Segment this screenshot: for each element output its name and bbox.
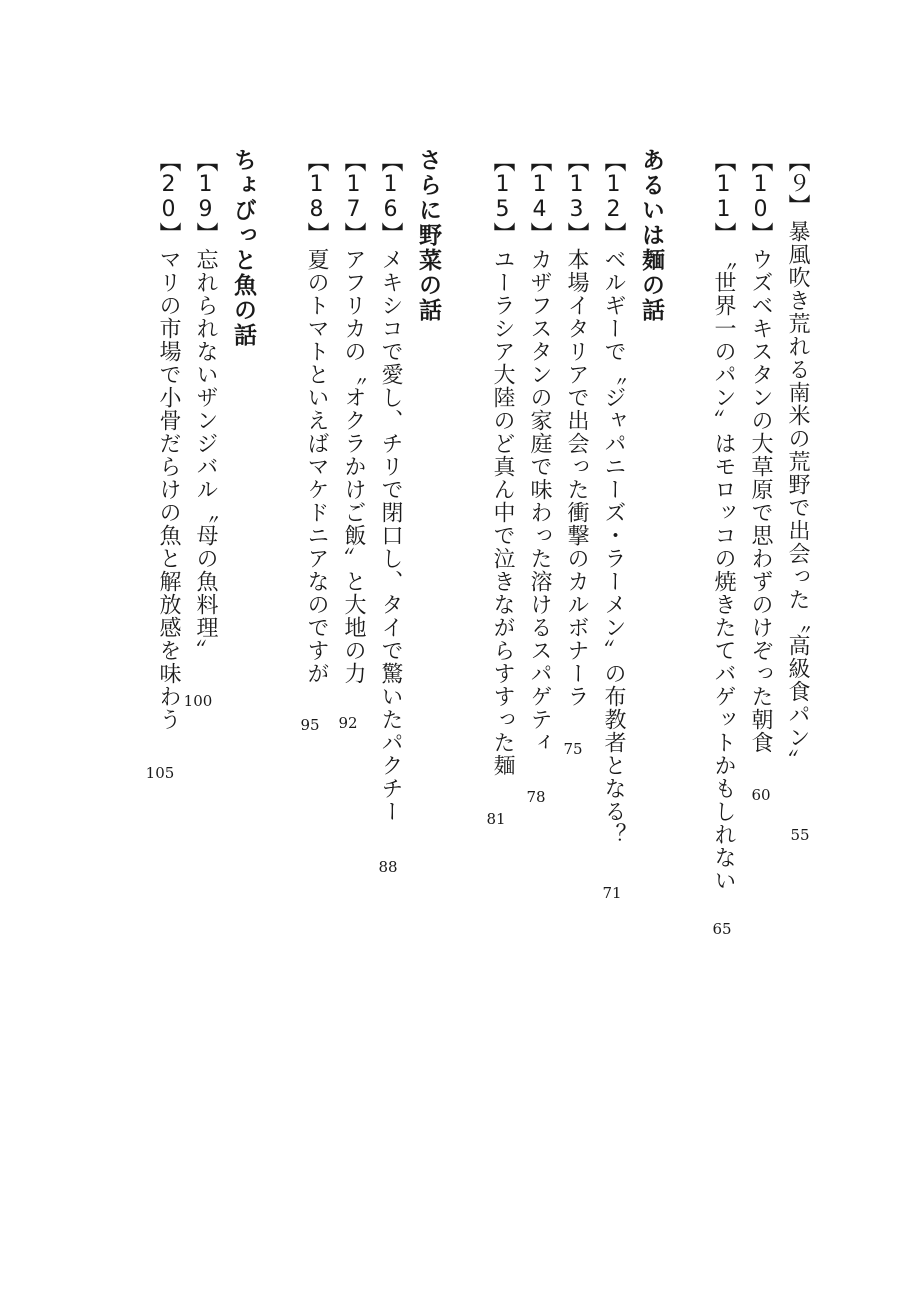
section-heading-vegetables: さらに野菜の話	[415, 148, 441, 323]
entry-page-number: 92	[338, 714, 358, 732]
entry-title: 〝世界一のパン〟はモロッコの焼きたてバゲットかもしれない	[711, 248, 736, 892]
toc-entry-10	[743, 150, 777, 754]
entry-title: カザフスタンの家庭で味わった溶けるスパゲティ	[527, 248, 552, 754]
entry-title: 本場イタリアで出会った衝撃のカルボナーラ	[564, 248, 589, 708]
section-heading-noodles: あるいは麺の話	[638, 148, 664, 323]
entry-title: ベルギーで〝ジャパニーズ・ラーメン〟の布教者となる？	[601, 248, 626, 846]
entry-title: 忘れられないザンジバル〝母の魚料理〟	[193, 248, 218, 662]
entry-page-number: 55	[790, 826, 810, 844]
entry-number: 【18】	[304, 150, 329, 244]
entry-number: 【11】	[711, 150, 736, 244]
toc-entry-17	[336, 150, 370, 685]
entry-page-number: 95	[300, 716, 320, 734]
toc-entry-12	[596, 150, 630, 846]
entry-page-number: 65	[712, 920, 732, 938]
entry-title: ウズベキスタンの大草原で思わずのけぞった朝食	[748, 248, 773, 754]
toc-entry-14	[522, 150, 556, 754]
entry-number: 【14】	[527, 150, 552, 244]
toc-entry-18	[299, 150, 333, 685]
entry-title: 暴風吹き荒れる南米の荒野で出会った〝高級食パン〟	[785, 220, 810, 772]
entry-page-number: 81	[486, 810, 506, 828]
entry-title: ユーラシア大陸のど真ん中で泣きながらすすった麺	[490, 248, 515, 777]
toc-entry-15	[485, 150, 519, 777]
toc-entry-9	[780, 150, 814, 772]
entry-number: 【12】	[601, 150, 626, 244]
toc-entry-11	[706, 150, 740, 892]
entry-number: 【16】	[378, 150, 403, 244]
entry-page-number: 71	[602, 884, 622, 902]
entry-title: メキシコで愛し、チリで閉口し、タイで驚いたパクチー	[378, 248, 403, 823]
toc-entry-20	[151, 150, 185, 731]
entry-page-number: 88	[378, 858, 398, 876]
entry-page-number: 75	[563, 740, 583, 758]
entry-number: 【10】	[748, 150, 773, 244]
entry-title: アフリカの〝オクラかけご飯〟と大地の力	[341, 248, 366, 685]
entry-page-number: 60	[751, 786, 771, 804]
entry-number: 【19】	[193, 150, 218, 244]
entry-number: 【20】	[156, 150, 181, 244]
entry-page-number: 78	[526, 788, 546, 806]
toc-entry-19	[188, 150, 222, 662]
entry-title: マリの市場で小骨だらけの魚と解放感を味わう	[156, 248, 181, 731]
toc-entry-16	[373, 150, 407, 823]
toc-entry-13	[559, 150, 593, 708]
section-heading-fish: ちょびっと魚の話	[230, 148, 256, 348]
entry-number: 【９】	[785, 150, 810, 216]
entry-number: 【17】	[341, 150, 366, 244]
entry-page-number: 105	[145, 764, 175, 782]
entry-number: 【13】	[564, 150, 589, 244]
entry-page-number: 100	[183, 692, 213, 710]
entry-title: 夏のトマトといえばマケドニアなのですが	[304, 248, 329, 685]
entry-number: 【15】	[490, 150, 515, 244]
